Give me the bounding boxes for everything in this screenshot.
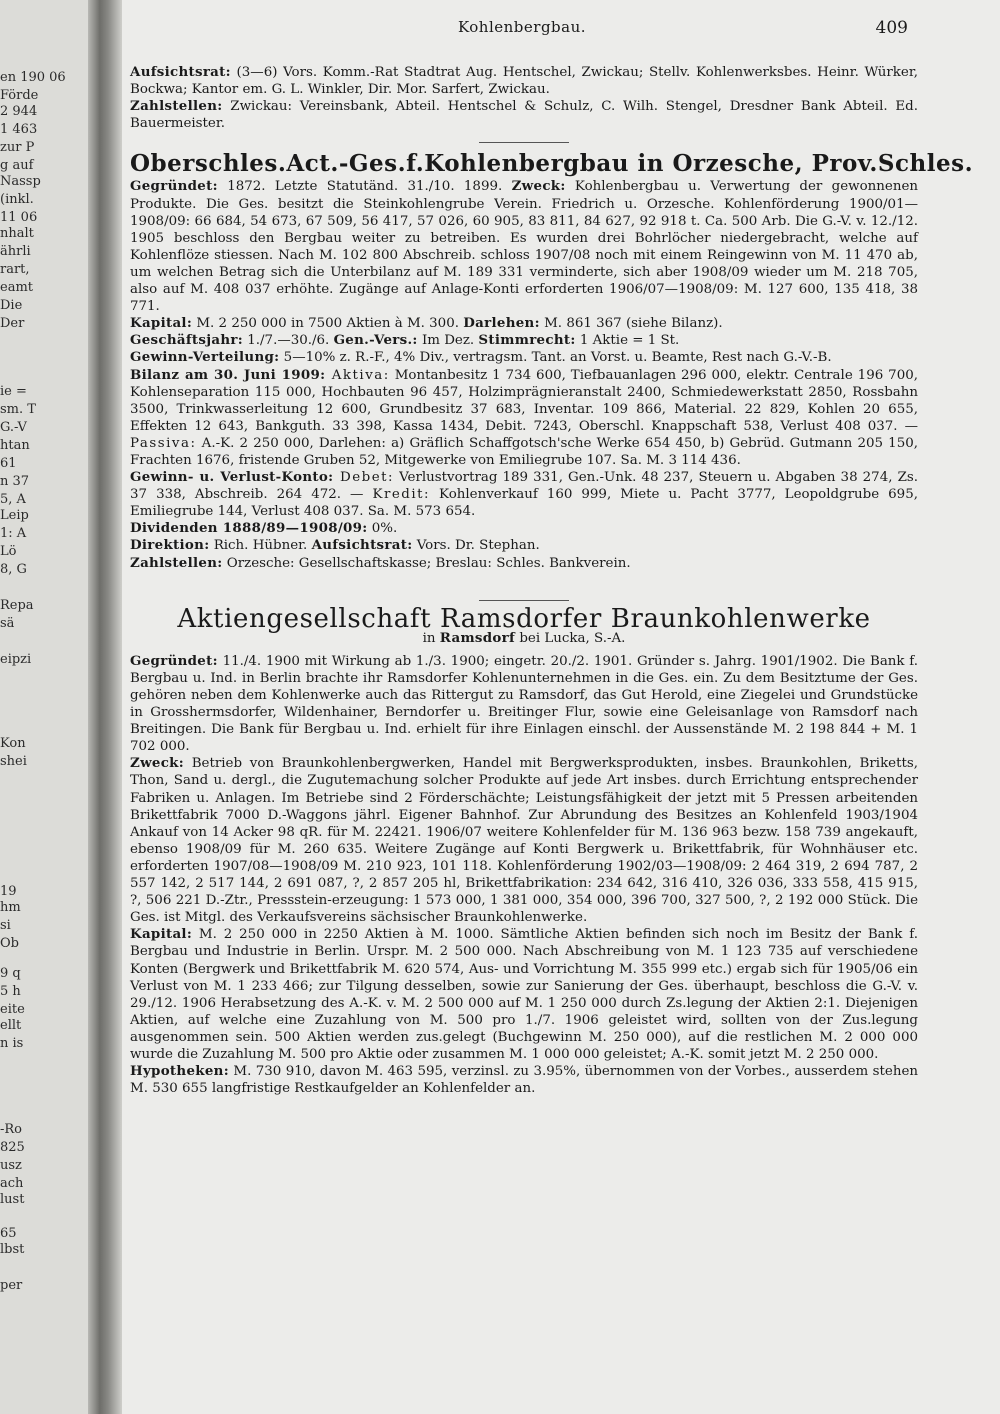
prev-page-fragment: Leip [0, 508, 29, 523]
divider [479, 142, 569, 143]
text: Kohlenbergbau u. Verwertung der gewonnenen Produkte. Die Ges. besitzt die Steinkohlengrube Verein. Friedrich u. Orzesche. Kohlenförderung 1900/01—1908/09: 66 684, 54 673, 67 509, 56 417, 57 026, 60 905, 83 811, 84 627, 92 918 t. Ca. 500 Arb. Die G.-V. v. 12./12. 1905 beschloss den Bergbau weiter zu betreiben. Es wurden drei Bohrlöcher niedergebracht, welche auf Kohlenflöze stiessen. Nach M. 102 800 Abschreib. schloss 1907/08 noch mit einem Reingewinn von M. 11 470 ab, um welchen Betrag sich die Unterbilanz auf M. 189 331 verminderte, sich aber 1908/09 wieder um M. 218 705, also auf M. 408 037 erhöhte. Zugänge auf Anlage-Konti erforderten 1906/07—1908/09: M. 127 600, 135 418, 38 771. [130, 179, 918, 315]
label: Hypotheken: [130, 1063, 229, 1080]
s2-gegruendet-zweck [130, 178, 918, 315]
book-gutter [88, 0, 122, 1414]
prev-page-fragment: si [0, 918, 11, 933]
divider [479, 600, 569, 601]
text: M. 861 367 (siehe Bilanz). [539, 316, 723, 332]
prev-page-fragment: 11 06 [0, 210, 38, 225]
label: Dividenden 1888/89—1908/09: [130, 520, 368, 537]
prev-page-fragment: 1: A [0, 526, 27, 541]
prev-page-fragment: 2 944 [0, 104, 38, 119]
passiva-label: Passiva: [130, 435, 197, 451]
label: Stimmrecht: [478, 332, 576, 349]
s2-geschaeftsjahr [130, 332, 918, 349]
label: Darlehen: [463, 315, 540, 332]
prev-page-fragment: 825 [0, 1140, 25, 1155]
label: Gegründet: [130, 178, 218, 195]
prev-page-fragment: n is [0, 1036, 24, 1051]
prev-page-fragment: n 37 [0, 474, 30, 489]
label: Gegründet: [130, 652, 218, 669]
text: Rich. Hübner. [209, 538, 312, 554]
prev-page-fragment: zur P [0, 140, 35, 155]
text: Zwickau: Vereinsbank, Abteil. Hentschel & Schulz, C. Wilh. Stengel, Dresdner Bank Abteil. Ed. Bauermeister. [130, 99, 918, 132]
prev-page-fragment: 65 [0, 1226, 17, 1241]
label: Kapital: [130, 315, 193, 332]
text: Vors. Dr. Stephan. [412, 538, 540, 554]
prev-page-fragment: ährli [0, 244, 31, 259]
prev-page-fragment: Förde [0, 88, 39, 103]
prev-page-fragment: eipzi [0, 652, 32, 667]
s2-kapital [130, 315, 918, 332]
s2-bilanz [130, 367, 918, 470]
prev-page-fragment: htan [0, 438, 30, 453]
text: 0%. [367, 521, 398, 537]
label: Gen.-Vers.: [333, 332, 418, 349]
label: Gewinn- u. Verlust-Konto: [130, 469, 334, 486]
aktiva-label: Aktiva: [325, 367, 390, 383]
s2-direktion [130, 537, 918, 554]
prev-page-fragment: nhalt [0, 226, 34, 241]
prev-page-fragment: ellt [0, 1018, 22, 1033]
prev-page-fragment: eamt [0, 280, 33, 295]
prev-page-fragment: Kon [0, 736, 26, 751]
label: Direktion: [130, 537, 210, 554]
label: Gewinn-Verteilung: [130, 349, 280, 366]
label: Aufsichtsrat: [130, 64, 231, 80]
prev-page-fragment: sä [0, 616, 15, 631]
label: Aufsichtsrat: [311, 537, 413, 554]
company-heading-orzesche: Oberschles.Act.-Ges.f.Kohlenbergbau in Orzesche, Prov.Schles. [130, 150, 974, 178]
text: 1 Aktie = 1 St. [575, 333, 680, 349]
prev-page-fragment: Lö [0, 544, 17, 559]
prev-page-fragment: sm. T [0, 402, 36, 417]
prev-page-fragment: 9 q [0, 966, 21, 981]
s2-gewinnverteilung [130, 349, 918, 366]
text: 1./7.—30./6. [243, 333, 334, 349]
label: Zweck: [130, 755, 184, 772]
page [122, 0, 1000, 1414]
prev-page-fragment: 5 h [0, 984, 21, 999]
text: 1872. Letzte Statutänd. 31./10. 1899. [217, 179, 512, 195]
prev-page-fragment: 1 463 [0, 122, 38, 137]
prev-page-fragment: hm [0, 900, 21, 915]
text: bei Lucka, S.-A. [515, 630, 626, 646]
text: (3—6) Vors. Komm.-Rat Stadtrat Aug. Hentschel, Zwickau; Stellv. Kohlenwerksbes. Heinr. Würker, Bockwa; Kantor em. G. L. Winkler, Dir. Mor. Sarfert, Zwickau. [130, 65, 918, 98]
text: Montanbesitz 1 734 600, Tiefbauanlagen 296 000, elektr. Centrale 196 700, Kohlenseparation 115 000, Hochbauten 96 457, Holzimprägnieranstalt 2400, Schmiedewerkstatt 2850, Rossbahn 3500, Trinkwasserleitung 12 600, Grundbesitz 37 683, Inventar. 109 866, Material. 22 829, Kohlen 20 655, Effekten 12 643, Bankguth. 33 398, Kassa 1434, Debit. 7243, Oberschl. Knappschaft 538, Verlust 408 037. — [130, 367, 918, 434]
prev-page-fragment: Repa [0, 598, 34, 613]
s2-zahlstellen [130, 555, 918, 572]
text: Betrieb von Braunkohlenbergwerken, Handel mit Bergwerksprodukten, insbes. Braunkohlen, Briketts, Thon, Sand u. dergl., die Zugutemachung solcher Produkte auf jede Art insbes. durch Errichtung entsprechender Fabriken u. Anlagen. Im Betriebe sind 2 Förderschächte; Leistungsfähigkeit der jetzt mit 5 Pressen arbeitenden Brikettfabrik 7000 D.-Waggons jährl. Eigener Bahnhof. Zur Abrundung des Besitzes an Kohlenfeld 1903/1904 Ankauf von 14 Acker 98 qR. für M. 22421. 1906/07 weitere Kohlenfelder für M. 136 963 bezw. 158 739 angekauft, ebenso 1908/09 für M. 260 635. Weitere Zugänge auf Konti Bergwerk u. Brikettfabrik, für Wohnhäuser etc. erforderten 1907/08—1908/09 M. 210 923, 101 118. Kohlenförderung 1902/03—1908/09: 2 464 319, 2 694 787, 2 557 142, 2 517 144, 2 691 087, ?, 2 857 205 hl, Brikettfabrikation: 234 642, 316 410, 326 036, 333 558, 415 915, ?, 506 221 D.-Ztr., Pressstein-erzeugung: 1 573 000, 1 381 000, 354 000, 396 700, 327 500, ?, 2 192 000 Stück. Die Ges. ist Mitgl. des Verkaufsvereins sächsischer Braunkohlenwerke. [130, 756, 918, 926]
s3-gegruendet [130, 653, 918, 756]
label: Zweck: [511, 178, 566, 195]
s2-dividenden [130, 520, 918, 537]
text: Verlustvortrag 189 331, Gen.-Unk. 48 237, Steuern u. Abgaben 38 274, Zs. 37 338, Abschreib. 264 472. — [130, 470, 918, 503]
prev-page-fragment: per [0, 1278, 23, 1293]
label: Zahlstellen: [130, 554, 223, 571]
s2-guv [130, 469, 918, 520]
text: Orzesche: Gesellschaftskasse; Breslau: Schles. Bankverein. [222, 555, 631, 571]
prev-page-fragment: usz [0, 1158, 22, 1173]
text: Kohlenverkauf 160 999, Miete u. Pacht 3777, Leopoldgrube 695, Emiliegrube 144, Verlust 408 037. Sa. M. 573 654. [130, 487, 918, 520]
debet-label: Debet: [333, 470, 395, 486]
text: A.-K. 2 250 000, Darlehen: a) Gräflich Schaffgotsch'sche Werke 654 450, b) Gebrüd. Gutmann 205 150, Frachten 1676, fristende Gruben 52, Mitgewerke von Emiliegrube 107. Sa. M. 3 114 436. [130, 435, 918, 468]
text: M. 2 250 000 in 2250 Aktien à M. 1000. Sämtliche Aktien befinden sich noch im Besitz der Bank f. Bergbau und Industrie in Berlin. Urspr. M. 2 500 000. Nach Abschreibung von M. 1 123 735 auf verschiedene Konten (Bergwerk und Brikettfabrik M. 620 574, Aus- und Vorrichtung M. 355 999 etc.) ergab sich für 1905/06 ein Verlust von M. 1 233 466; zur Tilgung desselben, sowie zur Sanierung der Ges. überhaupt, beschloss die G.-V. v. 29./12. 1906 Herabsetzung des A.-K. v. M. 2 500 000 auf M. 1 250 000 durch Zs.legung der Aktien 2:1. Diejenigen Aktien, auf welche eine Zuzahlung von M. 500 pro 1./7. 1906 geleistet wird, sollten von der Zus.legung ausgenommen sein. 500 Aktien werden zus.gelegt (Buchgewinn M. 250 000), auf die restlichen M. 2 000 000 wurde die Zuzahlung M. 500 pro Aktie oder zusammen M. 1 000 000 geleistet; A.-K. somit jetzt M. 2 250 000. [130, 927, 918, 1062]
prev-page-fragment: Nassp [0, 174, 41, 189]
s1-aufsichtsrat [130, 64, 918, 98]
prev-page-fragment: Ob [0, 936, 19, 951]
text: 11./4. 1900 mit Wirkung ab 1./3. 1900; eingetr. 20./2. 1901. Gründer s. Jahrg. 1901/1902. Die Bank f. Bergbau u. Ind. in Berlin brachte ihr Ramsdorfer Kohlenunternehmen in die Ges. ein. Zu dem Besitztume der Ges. gehören neben dem Kohlenwerke auch das Rittergut zu Ramsdorf, das Gut Herold, eine Ziegelei und Grundstücke in Grosshermsdorfer, Wildenhainer, Berndorfer u. Breitinger Flur, sowie eine Geleisanlage von Ramsdorf nach Breitingen. Die Bank für Bergbau u. Ind. erhielt für ihre Einlagen einschl. der Aussenstände M. 2 198 844 + M. 1 702 000. [130, 653, 918, 755]
label: Bilanz am 30. Juni 1909: [130, 366, 326, 383]
prev-page-fragment: shei [0, 754, 27, 769]
prev-page-fragment: 19 [0, 884, 17, 899]
place: Ramsdorf [439, 629, 516, 646]
prev-page-fragment: -Ro [0, 1122, 23, 1137]
prev-page-fragment: lust [0, 1192, 25, 1207]
s3-kapital [130, 926, 918, 1063]
prev-page-fragment: Die [0, 298, 23, 313]
s3-hypotheken [130, 1063, 918, 1097]
label: Geschäftsjahr: [130, 332, 243, 349]
prev-page-fragment: Der [0, 316, 25, 331]
running-header: Kohlenbergbau. [457, 18, 587, 36]
prev-page-fragment: 61 [0, 456, 17, 471]
text: 5—10% z. R.-F., 4% Div., vertragsm. Tant. an Vorst. u. Beamte, Rest nach G.-V.-B. [279, 350, 832, 366]
text: in [422, 630, 440, 646]
previous-page-edge [0, 0, 96, 1414]
prev-page-fragment: g auf [0, 158, 34, 173]
label: Kapital: [130, 926, 193, 943]
prev-page-fragment: 5, A [0, 492, 26, 507]
prev-page-fragment: (inkl. [0, 192, 34, 207]
prev-page-fragment: ie = [0, 384, 27, 399]
company-heading-ramsdorf: Aktiengesellschaft Ramsdorfer Braunkohlenwerke [177, 603, 871, 634]
s3-zweck [130, 755, 918, 926]
prev-page-fragment: en 190 06 [0, 70, 66, 85]
prev-page-fragment: lbst [0, 1242, 25, 1257]
prev-page-fragment: ach [0, 1176, 24, 1191]
page-number: 409 [875, 18, 908, 38]
prev-page-fragment: rart, [0, 262, 30, 277]
label: Zahlstellen: [130, 98, 223, 115]
kredit-label: Kredit: [372, 487, 431, 503]
text: Im Dez. [417, 333, 479, 349]
text: M. 730 910, davon M. 463 595, verzinsl. zu 3.95%, übernommen von der Vorbes., ausserdem stehen M. 530 655 langfristige Restkaufgelder an Kohlenfelder an. [130, 1064, 918, 1097]
prev-page-fragment: eite [0, 1002, 25, 1017]
text: M. 2 250 000 in 7500 Aktien à M. 300. [192, 316, 464, 332]
s1-zahlstellen [130, 98, 918, 132]
prev-page-fragment: 8, G [0, 562, 27, 577]
text-column [130, 64, 974, 1097]
prev-page-fragment: G.-V [0, 420, 27, 435]
